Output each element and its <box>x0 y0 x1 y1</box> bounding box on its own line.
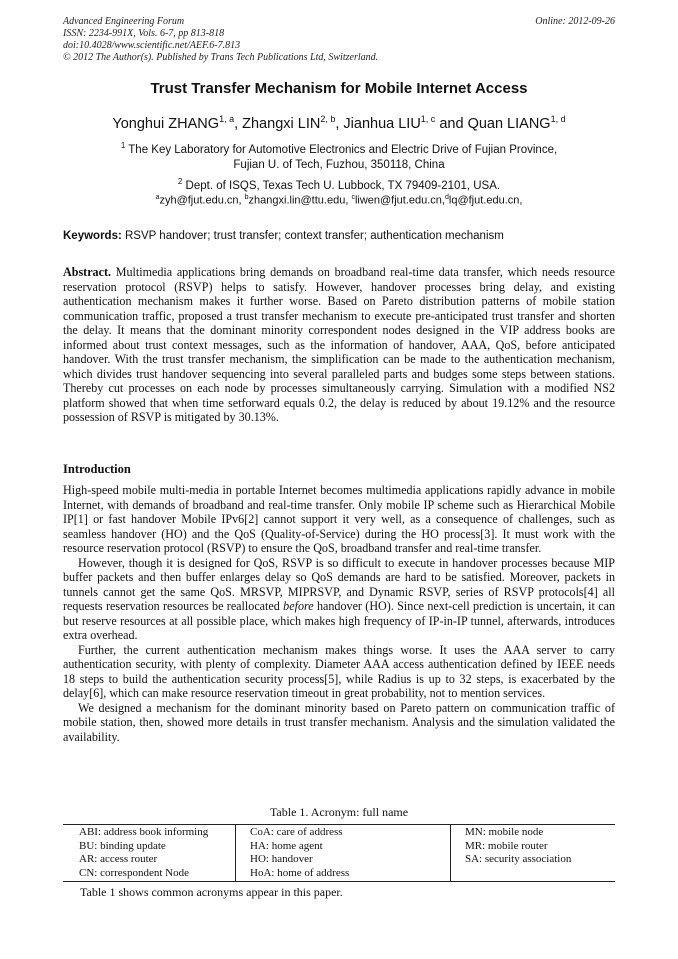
author-superscript: 2, b <box>320 114 336 124</box>
doi-line: doi:10.4028/www.scientific.net/AEF.6-7.813 <box>63 40 241 51</box>
paragraph-text: handover (HO). Since next-cell prediction is uncertain, it can but reserve resources at all possible place, which makes high frequency of IP-in-IP tunnel, afterwards, introduces extra overhead. <box>63 599 615 642</box>
email-address: zyh@fjut.edu.cn, <box>159 194 245 207</box>
keywords-label: Keywords: <box>63 230 122 242</box>
email-list <box>0 194 678 207</box>
introduction-body <box>63 483 615 744</box>
issn-line: ISSN: 2234-991X, Vols. 6-7, pp 813-818 <box>63 28 225 39</box>
author-name: Yonghui ZHANG <box>112 115 220 132</box>
abstract-text: Multimedia applications bring demands on broadband real-time data transfer, which needs resource reservation protocol (RSVP) helps to satisfy. However, handover processes bring delay, and existing authentication mechanism makes it further worse. Based on Pareto distribution patterns of mobile station communication traffic, proposed a trust transfer mechanism to execute pre-anticipated trust transfer and shorten the delay. It means that the dominant minority correspondent nodes designed in the VIP address books are informed about trust context messages, such as the information of handover, AAA, QoS, before anticipated handover. With the trust transfer mechanism, the simplification can be made to the authentication mechanism, which divides trust handover sequencing into several paralleled parts and budges some steps between stations. Thereby cut processes on each node by processes simultaneously carrying. Simulation with a modified NS2 platform showed that when time setforward equals 0.2, the delay is reduced by about 19.12% and the resource possession of RSVP is mitigated by 30.13%. <box>63 265 615 424</box>
author-separator: , <box>234 115 243 132</box>
affiliation-1 <box>0 138 678 173</box>
email-superscript: a <box>155 194 160 201</box>
table-cell <box>451 825 616 882</box>
paragraph: Further, the current authentication mechanism makes things worse. It uses the AAA server to carry authentication security, with plenty of complexity. Diameter AAA access authentication defined by IEEE needs 18 steps to build the authentication security process[5], while Radius is up to 32 steps, is exacerbated by the delay[6], which can make resource reservation timeout in great probability, not to mention services. <box>63 642 615 700</box>
copyright-line: © 2012 The Author(s). Published by Trans Tech Publications Ltd, Switzerland. <box>63 52 379 63</box>
acronym-entry: HO: handover <box>250 853 313 865</box>
paragraph-text: However, though it is designed for QoS, RSVP is so difficult to execute in handover processes because MIP buffer packets and then buffer enlarges delay so QoS demands are hard to be satisfied. Moreover, packets in tunnels cannot get the same QoS. MRSVP, MIPRSVP, and Dynamic RSVP, series of RSVP protocols[4] all requests reservation resources be reallocated <box>63 555 615 613</box>
acronym-entry: CN: correspondent Node <box>79 866 189 879</box>
acronym-entry: MR: mobile router <box>465 839 548 852</box>
affiliation-text: Fujian U. of Tech, Fuzhou, 350118, China <box>233 158 445 171</box>
abstract <box>63 265 615 425</box>
affiliation-2 <box>0 174 678 194</box>
table-caption: Table 1. Acronym: full name <box>269 805 409 819</box>
email-address: zhangxi.lin@ttu.edu, <box>248 194 352 207</box>
acronym-entry: AR: access router <box>79 853 158 865</box>
emphasis-text: before <box>283 599 314 613</box>
abstract-label: Abstract. <box>63 265 112 279</box>
paragraph: We designed a mechanism for the dominant minority based on Pareto pattern on communication traffic of mobile station, then, showed more details in trust transfer mechanism. Analysis and the simulation validated the availability. <box>63 700 615 744</box>
paragraph <box>63 556 615 643</box>
acronym-entry: HoA: home of address <box>250 866 350 879</box>
acronym-entry: MN: mobile node <box>465 826 544 838</box>
acronym-entry: SA: security association <box>465 853 572 865</box>
author-separator: and <box>435 115 468 132</box>
author-name: Zhangxi LIN <box>242 115 321 132</box>
journal-name: Advanced Engineering Forum <box>63 16 185 27</box>
acronym-entry: BU: binding update <box>79 839 166 852</box>
author-name: Jianhua LIU <box>343 115 421 132</box>
acronym-entry: ABI: address book informing <box>79 826 209 838</box>
paragraph: High-speed mobile multi-media in portable Internet becomes multimedia applications rapidly advance in mobile Internet, with demands of broadband and real-time transfer. Only mobile IP scheme such as Hierarchical Mobile IP[1] or fast handover Mobile IPv6[2] cannot support it very well, as a consequence of challenges, such as seamless handover (HO) and the QoS (Quality-of-Service) during the HO process[3]. It must work with the resource reservation protocol (RSVP) to ensure the QoS, broadband transfer and real-time transfer. <box>63 483 615 555</box>
affiliation-text: The Key Laboratory for Automotive Electronics and Electric Drive of Fujian Province, <box>125 143 558 156</box>
author-list <box>0 114 678 132</box>
paragraph: Table 1 shows common acronyms appear in this paper. <box>80 885 343 899</box>
email-superscript: d <box>444 194 449 201</box>
table-row <box>63 825 615 882</box>
table-cell <box>236 825 451 882</box>
affiliation-superscript: 2 <box>177 177 183 186</box>
keywords <box>63 230 615 242</box>
section-heading-introduction: Introduction <box>63 462 131 476</box>
author-superscript: 1, a <box>219 114 235 124</box>
email-superscript: c <box>351 194 355 201</box>
email-superscript: b <box>244 194 249 201</box>
acronym-entry: CoA: care of address <box>250 826 343 838</box>
author-superscript: 1, d <box>550 114 566 124</box>
paper-title: Trust Transfer Mechanism for Mobile Internet Access <box>150 80 528 97</box>
email-address: liwen@fjut.edu.cn, <box>354 194 445 207</box>
affiliation-text: Dept. of ISQS, Texas Tech U. Lubbock, TX 79409-2101, USA. <box>182 179 501 192</box>
affiliation-superscript: 1 <box>120 141 126 150</box>
online-date: Online: 2012-09-26 <box>535 16 615 27</box>
author-name: Quan LIANG <box>467 115 551 132</box>
table-cell <box>63 825 236 882</box>
email-address: lq@fjut.edu.cn, <box>448 194 523 207</box>
author-separator: , <box>335 115 344 132</box>
author-superscript: 1, c <box>420 114 436 124</box>
acronym-table <box>63 824 615 882</box>
acronym-entry: HA: home agent <box>250 839 323 852</box>
keywords-text: RSVP handover; trust transfer; context transfer; authentication mechanism <box>121 230 504 242</box>
